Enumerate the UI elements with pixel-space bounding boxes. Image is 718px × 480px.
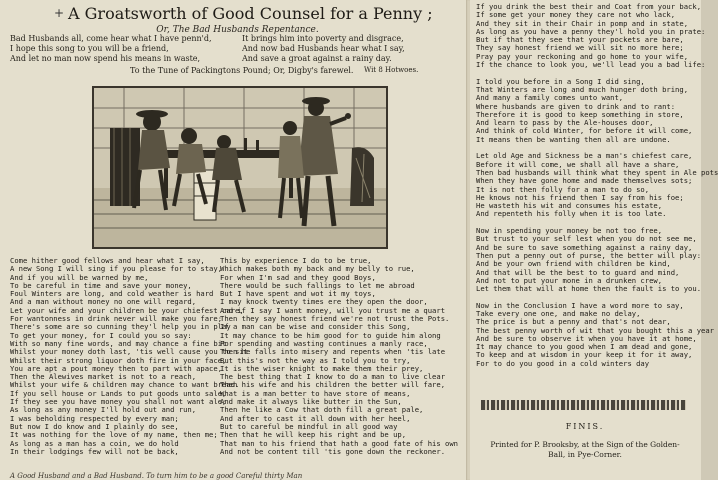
ballad-column-3: If you drink the best their and Coat from your back, If some get your money they care not who lack, And they sit in their Chair in pomp and in state, As long as you have a penny they'l hold you in prate: But if that they see that your pockets are bare, They say honest friend we will sit no more here; Pray pay your reckoning and go home to your wife, If the chance to look you, we'll lead you a bad life: I told you before in a Song I did sing, That Winters are long and much hunger doth bring, And many a family comes unto want, Where husbands are given to drink and to rant: Therefore it is good to keep something in store, And learn to pass by the Ale-houses door, And think of cold Winter, for before it will come, It means then be wanting then all are undone. Let old Age and Sickness be a man's chiefest care, Before it will come, we shall all have a share, Then bad husbands will think what they spent in Ale pots When they have gone home and made themselves sots; It is not then folly for a man to do so, He knows not his friend then I say from his foe; He wasteth his wit and consumes his estate, And repenteth his folly when it is too late. Now in spending your money be not too free, But trust to your self lest when you do not see me, And be sure to save something against a rainy day, Then put a penny out of purse, the better will play: And be your own friend with children be kind, And that will be the best to to guard and mind, And not to put your mone in a drunken crew, Let them that will at home then the fault is to you. Now in the Conclusion I have a word more to say, Take every one one, and make no delay, The price is but a penny and that's not dear, The best penny worth of wit that you bought this a year And be sure to observe it when you have it at home, It may chance to you good when I am dead and gone, To keep and at wisdom in your keep it for it away, For to do you good in a cold winters day [476, 2, 718, 368]
intro-verse-right: It brings him into poverty and disgrace, And now bad Husbands hear what I say, And save a groat against a rainy day. [242, 34, 405, 63]
tavern-scene-image [94, 88, 386, 247]
intro-verse-left: Bad Husbands all, come hear what I have penn'd, I hope this song to you will be a friend, And let no man now spend his means in waste, [10, 34, 212, 63]
ornament-border-top [481, 400, 686, 410]
ballad-column-1: Come hither good fellows and hear what I say, A new Song I will sing if you please for to stay, And if you will be warned by me, To be careful in time and save your money, Foul Winters are long, and cold weather is hard And a man without money no one will regard, Let your wife and your children be your chiefest care, For wantonness in drink never will make you fare; There's some are so cunning they'l help you in play To get your money, for I could you so say: With so many fine words, and may chance a fine bit Whilst your money doth last, 'tis well cause you to sit Whilst their strong liquor doth fire in your face, You are apt a pout money then to part with apace, Then the Alewives market is not to a reach, Whilst your wife & children may chance to want bread. If you sell house or Lands to put goods unto sale, If they see you have money you shall not want ale; As long as any money I'll hold out and run, I was beholding respected by every man; But now I do know and I plainly do see, It was nothing for the love of my name, then me; As long as a man has a coin, we do hold In their lodgings few will not be back, [10, 256, 248, 456]
cross-ornament-icon: + [54, 6, 65, 20]
left-page [10, 0, 465, 480]
ballad-title: A Groatsworth of Good Counsel for a Penny ; [68, 4, 433, 23]
tavern-woodcut-illustration [92, 86, 388, 249]
page-fold [466, 0, 470, 480]
finis-label: FINIS. [565, 422, 605, 431]
signature-mark: Wit 8 Hotwoes. [364, 66, 419, 74]
tune-line: To the Tune of Packingtons Pound; Or, Digby's farewel. [130, 66, 354, 75]
page-bottom-line: A Good Husband and a Bad Husband. To turn him to be a good Careful thirty Man [10, 472, 303, 480]
ballad-subtitle: Or, The Bad Husbands Repentance. [156, 25, 319, 35]
printer-imprint: Printed for P. Brooksby, at the Sign of the Golden- Ball, in Pye-Corner. [490, 440, 680, 459]
ballad-column-2: This by experience I do to be true, Which makes both my back and my belly to rue, For when I'm sad and they good Boys, There would be such fallings to let me abroad But I have spent and wot it my toys, I may knock twenty times ere they open the door, And if I say I want money, will you trust me a quart Then they say honest friend we're not trust the Pots. If a man can be wise and consider this Song, It may chance to be him good for to guide him along For spending and wasting continues a manly race, Then he falls into misery and repents when 'tis late But this's not the way as I told you to try, It is the wiser knight to make them their prey, The best thing that I know to do a man to live clear Then his wife and his children the better will fare, What is a man better to have store of means, And make it always like butter in the Sun, Then he like a Cow that doth fill a great pale, And after to cast it all down with her heel, But to careful be mindful in all good way Then that he will keep his right and be up, That man to his friend that hath a good fate of his own And not be content till 'tis gone down the reckoner. [220, 256, 458, 456]
right-page [476, 0, 718, 480]
